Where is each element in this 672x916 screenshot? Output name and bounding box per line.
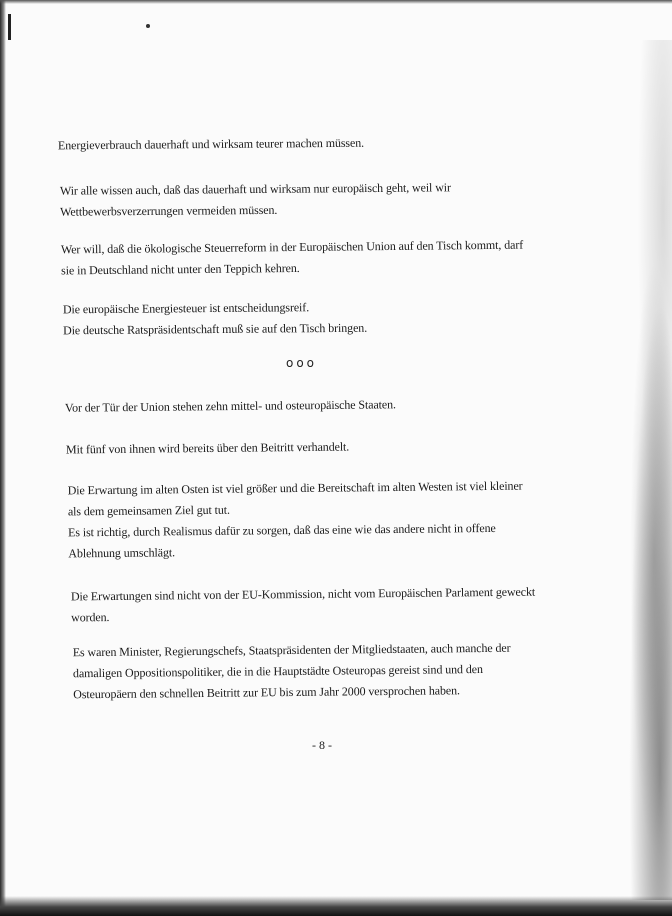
paragraph-7	[68, 476, 524, 565]
page-number: - 8 -	[312, 738, 332, 752]
paragraph-8	[71, 582, 536, 629]
text-line: Die europäische Energiesteuer ist entscheidungsreif.	[62, 300, 310, 317]
text-line: Die Erwartungen sind nicht von der EU-Kommission, nicht vom Europäischen Parlament geweckt	[70, 584, 536, 604]
text-line: Energieverbrauch dauerhaft und wirksam teurer machen müssen.	[57, 135, 365, 153]
scan-edge-right	[612, 40, 672, 900]
text-line: Die Erwartung im alten Osten ist viel größer und die Bereitschaft im alten Westen ist viel kleiner	[67, 478, 523, 498]
scan-dot-mark	[146, 24, 150, 28]
paragraph-1	[58, 133, 364, 157]
text-line: als dem gemeinsamen Ziel gut tut.	[67, 502, 230, 519]
paragraph-3	[61, 235, 524, 282]
text-line: damaligen Oppositionspolitiker, die in die Hauptstädte Osteuropas gereist sind und den	[72, 662, 483, 681]
text-line: Wettbewerbsverzerrungen vermeiden müssen.	[60, 202, 278, 219]
scan-corner-mark	[8, 14, 11, 40]
scan-edge-top	[0, 0, 672, 4]
text-line: Es ist richtig, durch Realismus dafür zu sorgen, daß das eine wie das andere nicht in offene	[68, 520, 496, 540]
text-line: Vor der Tür der Union stehen zehn mittel- und osteuropäische Staaten.	[64, 397, 396, 415]
text-line: Osteuropäern den schnellen Beitritt zur EU bis zum Jahr 2000 versprochen haben.	[73, 683, 460, 702]
text-line: Die deutsche Ratspräsidentschaft muß sie auf den Tisch bringen.	[63, 320, 368, 338]
paragraph-2	[60, 177, 451, 222]
scan-edge-bottom	[0, 896, 672, 916]
paragraph-4	[63, 297, 367, 342]
text-line: Mit fünf von ihnen wird bereits über den Beitritt verhandelt.	[65, 439, 350, 457]
text-line: Es waren Minister, Regierungschefs, Staatspräsidenten der Mitgliedstaaten, auch manche der	[72, 640, 511, 660]
section-separator: ooo	[286, 356, 318, 370]
paragraph-9	[73, 638, 511, 706]
text-line: Wer will, daß die ökologische Steuerreform in der Europäischen Union auf den Tisch kommt, darf	[60, 237, 524, 257]
paragraph-5	[65, 394, 396, 418]
text-line: worden.	[71, 610, 110, 625]
text-line: sie in Deutschland nicht unter den Teppich kehren.	[61, 260, 300, 278]
scan-edge-left	[0, 0, 6, 916]
text-line: Wir alle wissen auch, daß das dauerhaft und wirksam nur europäisch geht, weil wir	[59, 180, 451, 198]
paragraph-6	[66, 437, 349, 461]
text-line: Ablehnung umschlägt.	[68, 545, 176, 561]
